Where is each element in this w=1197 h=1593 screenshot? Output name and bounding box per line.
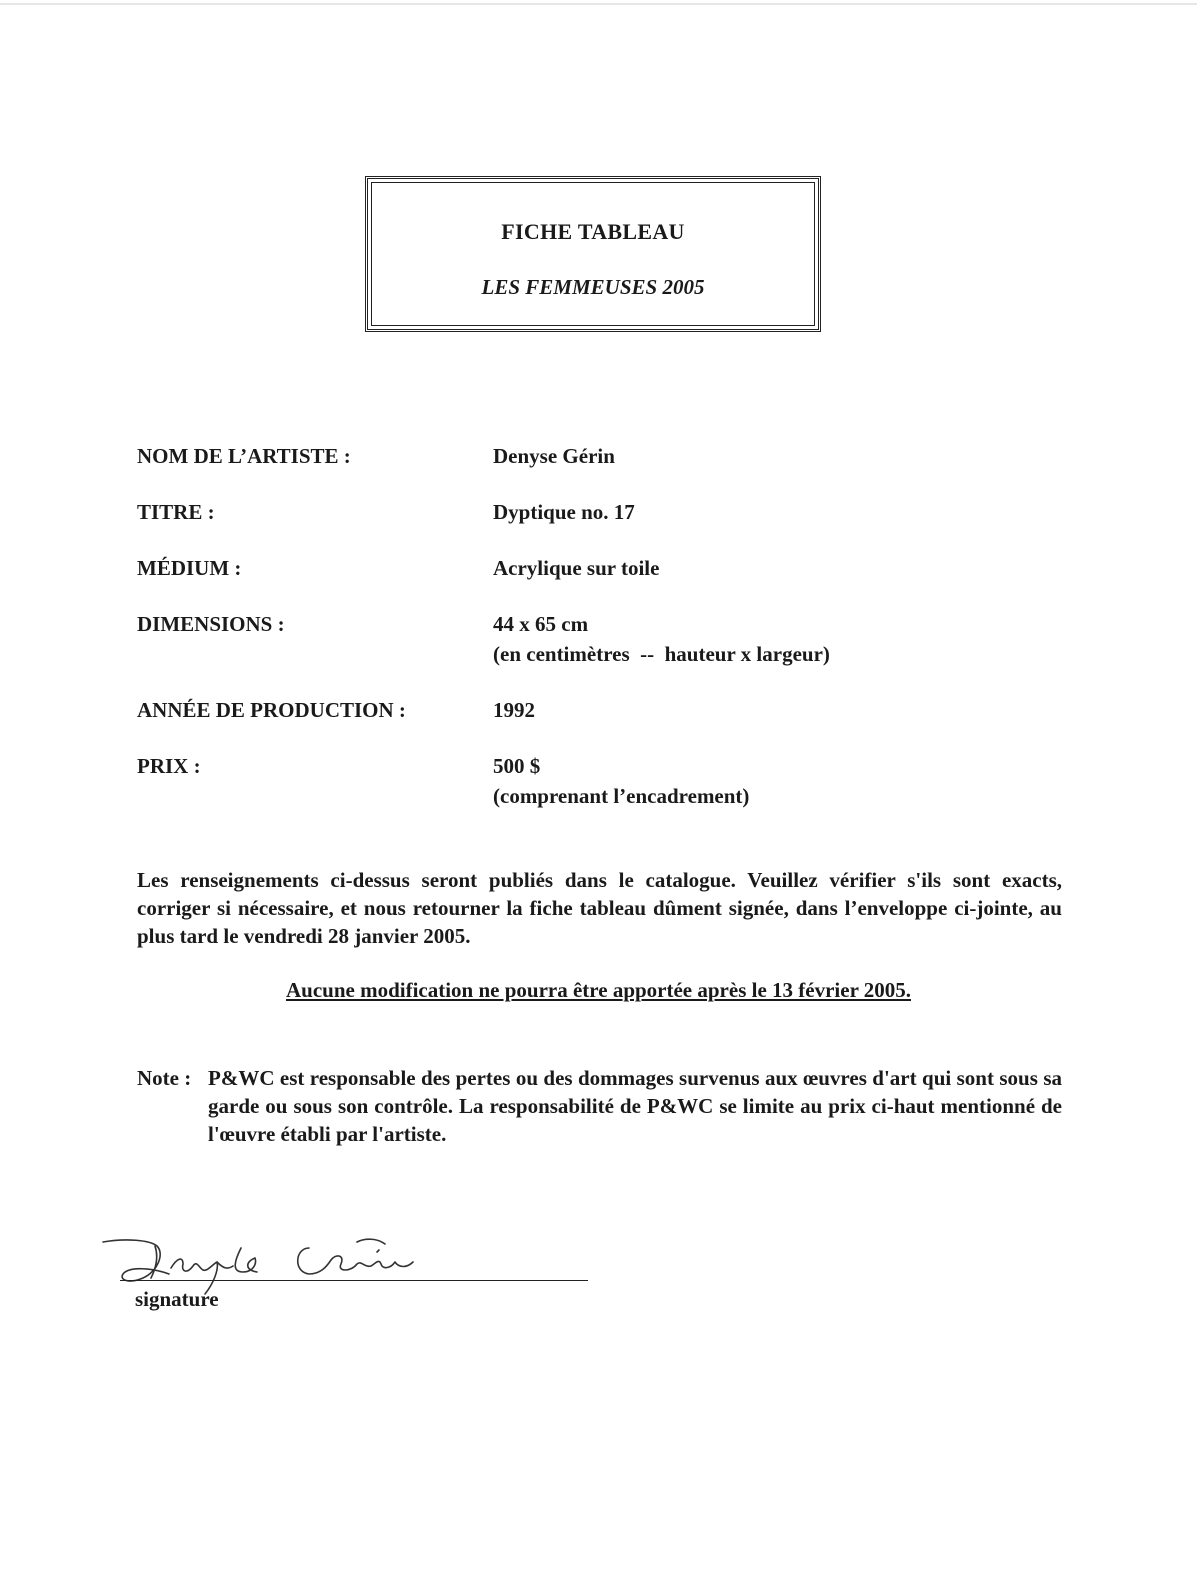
signature-caption: signature [135, 1287, 219, 1311]
title-value: Dyptique no. 17 [493, 500, 635, 524]
signature-line [120, 1280, 588, 1281]
title-label: TITRE : [137, 500, 215, 524]
production-year-label: ANNÉE DE PRODUCTION : [137, 698, 406, 722]
dimensions-label: DIMENSIONS : [137, 612, 285, 636]
exhibition-title: LES FEMMEUSES 2005 [481, 275, 705, 299]
dimensions-value: 44 x 65 cm [493, 612, 589, 636]
dimensions-note: (en centimètres -- hauteur x largeur) [493, 642, 830, 666]
scan-edge [0, 3, 1197, 5]
note-label: Note : [137, 1066, 192, 1090]
production-year-value: 1992 [493, 698, 535, 722]
medium-value: Acrylique sur toile [493, 556, 660, 580]
artist-label: NOM DE L’ARTISTE : [137, 444, 351, 468]
form-title: FICHE TABLEAU [501, 219, 685, 244]
deadline-warning: Aucune modification ne pourra être apportée après le 13 février 2005. [285, 978, 912, 1002]
instructions-paragraph: Les renseignements ci-dessus seront publiés dans le catalogue. Veuillez vérifier s'ils sont exacts, corriger si nécessaire, et nous retourner la fiche tableau dûment signée, dans l’enveloppe ci-jointe, au plus tard le vendredi 28 janvier 2005. [137, 868, 1062, 948]
title-box [365, 176, 821, 332]
medium-label: MÉDIUM : [137, 556, 242, 580]
price-value: 500 $ [493, 754, 541, 778]
artist-value: Denyse Gérin [493, 444, 615, 468]
price-note: (comprenant l’encadrement) [493, 784, 750, 808]
note-text: P&WC est responsable des pertes ou des dommages survenus aux œuvres d'art qui sont sous sa garde ou sous son contrôle. La responsabilité de P&WC se limite au prix ci-haut mentionné de l'œuvre établi par l'artiste. [208, 1066, 1062, 1146]
price-label: PRIX : [137, 754, 201, 778]
